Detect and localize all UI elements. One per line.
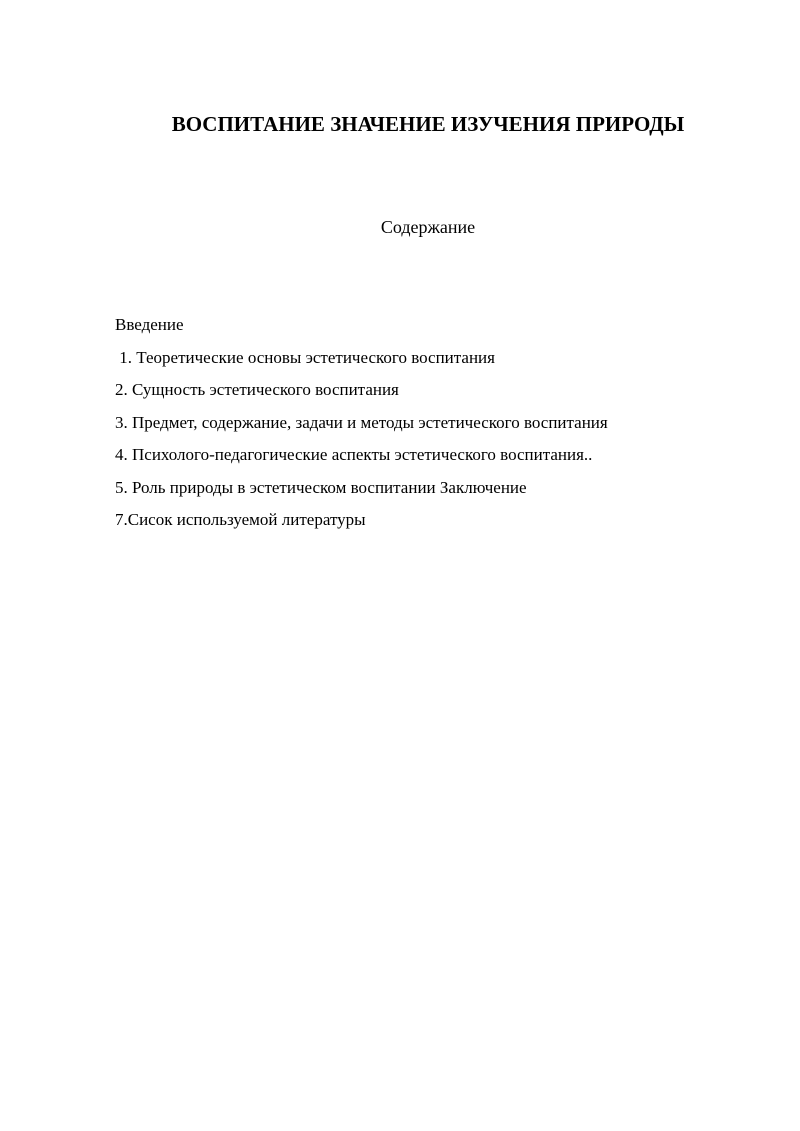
toc-item-2: 2. Сущность эстетического воспитания: [115, 380, 399, 399]
toc-item-7: 7.Сисок используемой литературы: [115, 510, 366, 529]
toc-item-1: 1. Теоретические основы эстетического воспитания: [115, 347, 495, 367]
toc-item-4: 4. Психолого-педагогические аспекты эстетического воспитания..: [115, 445, 593, 464]
toc-item-3: 3. Предмет, содержание, задачи и методы эстетического воспитания: [115, 412, 608, 432]
table-of-contents: [115, 313, 608, 541]
toc-item-5: 5. Роль природы в эстетическом воспитании Заключение: [115, 477, 527, 497]
document-title: ВОСПИТАНИЕ ЗНАЧЕНИЕ ИЗУЧЕНИЯ ПРИРОДЫ: [171, 112, 685, 136]
toc-item-introduction: Введение: [115, 315, 184, 334]
toc-heading: Содержание: [380, 217, 476, 237]
